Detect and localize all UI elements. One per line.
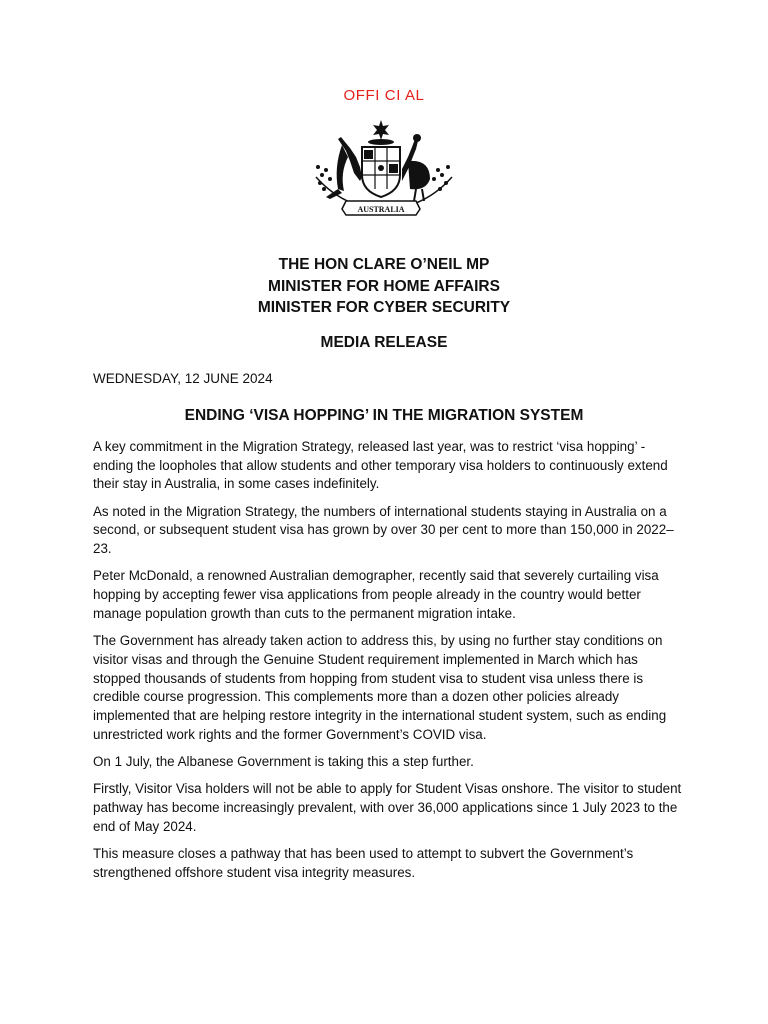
minister-name: THE HON CLARE O’NEIL MP (278, 256, 490, 273)
headline: ENDING ‘VISA HOPPING’ IN THE MIGRATION SYSTEM (184, 407, 584, 424)
paragraph: Firstly, Visitor Visa holders will not be able to apply for Student Visas onshore. The visitor to student pathway has become increasingly prevalent, with over 36,000 applications since 1 July 2023 to the end of May 2024. (93, 781, 682, 834)
portfolio-home-affairs: MINISTER FOR HOME AFFAIRS (268, 277, 500, 295)
release-date: WEDNESDAY, 12 JUNE 2024 (93, 371, 273, 386)
minister-header (0, 254, 768, 319)
crest-motto: AUSTRALIA (357, 205, 405, 214)
coat-of-arms-crest (312, 117, 456, 221)
body-text (93, 438, 683, 891)
paragraph: This measure closes a pathway that has been used to attempt to subvert the Government’s strengthened offshore student visa integrity measures. (93, 845, 634, 880)
paragraph: A key commitment in the Migration Strategy, released last year, was to restrict ‘visa hopping’ - ending the loopholes that allow students and other temporary visa holders to continuously extend their stay in Australia, in some cases indefinitely. (93, 439, 668, 492)
portfolio-cyber-security: MINISTER FOR CYBER SECURITY (257, 299, 511, 316)
paragraph: Peter McDonald, a renowned Australian demographer, recently said that severely curtailing visa hopping by accepting fewer visa applications from people already in the country would better manage population growth than cuts to the permanent migration intake. (93, 568, 659, 621)
classification-marking: OFFI CI AL (343, 87, 425, 104)
paragraph: On 1 July, the Albanese Government is taking this a step further. (93, 753, 474, 769)
paragraph: As noted in the Migration Strategy, the numbers of international students staying in Australia on a second, or subsequent student visa has grown by over 30 per cent to more than 150,000 in 2022–23. (93, 503, 674, 557)
release-type: MEDIA RELEASE (320, 334, 448, 351)
paragraph: The Government has already taken action to address this, by using no further stay conditions on visitor visas and through the Genuine Student requirement implemented in March which has stopped thousands of students from hopping from student visa to student visa unless there is credible course progression. This complements more than a dozen other policies already implemented that are helping restore integrity in the international student system, such as ending unrestricted work rights and the former Government’s COVID visa. (93, 633, 667, 742)
